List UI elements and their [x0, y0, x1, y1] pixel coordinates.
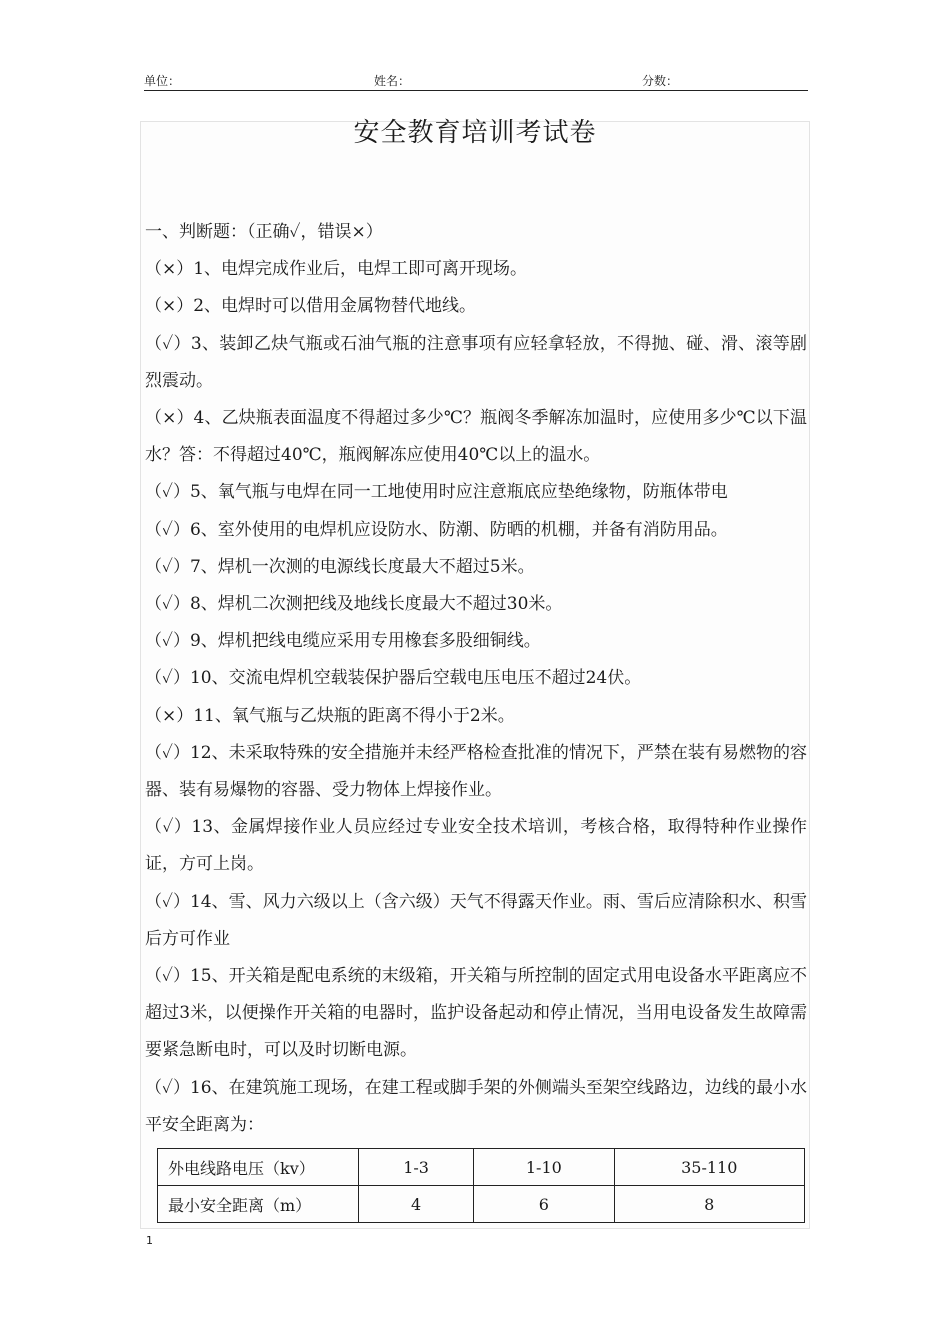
page-number: 1: [146, 1234, 153, 1247]
question-5: （✓）5、氧气瓶与电焊在同一工地使用时应注意瓶底应垫绝缘物，防瓶体带电: [145, 482, 728, 503]
question-2: （×）2、电焊时可以借用金属物替代地线。: [145, 296, 477, 317]
section-heading: 一、判断题：（正确✓，错误×）: [145, 222, 383, 242]
question-6: （✓）6、室外使用的电焊机应设防水、防潮、防晒的机棚，并备有消防用品。: [145, 519, 728, 540]
table-cell: 35-110: [614, 1149, 804, 1186]
table-cell: 6: [474, 1186, 614, 1223]
unit-label: 单位：: [144, 74, 181, 88]
table-row: [158, 1186, 805, 1223]
question-14: （✓）14、雪、风力六级以上（含六级）天气不得露天作业。雨、雪后应清除积水、积雪后方可作业: [145, 891, 807, 949]
question-15: （✓）15、开关箱是配电系统的末级箱，开关箱与所控制的固定式用电设备水平距离应不超过3米，以便操作开关箱的电器时，监护设备起动和停止情况，当用电设备发生故障需要紧急断电时，可以及时切断电源。: [145, 966, 807, 1061]
question-7: （✓）7、焊机一次测的电源线长度最大不超过5米。: [145, 556, 535, 577]
table-cell: 外电线路电压（kv）: [158, 1149, 359, 1186]
question-12: （✓）12、未采取特殊的安全措施并未经严格检查批准的情况下，严禁在装有易燃物的容器、装有易爆物的容器、受力物体上焊接作业。: [145, 742, 807, 801]
question-16: （✓）16、在建筑施工现场，在建工程或脚手架的外侧端头至架空线路边，边线的最小水平安全距离为：: [145, 1077, 807, 1135]
table-cell: 4: [359, 1186, 474, 1223]
page-title: 安全教育培训考试卷: [353, 118, 597, 148]
question-9: （✓）9、焊机把线电缆应采用专用橡套多股细铜线。: [145, 631, 541, 652]
question-1: （×）1、电焊完成作业后，电焊工即可离开现场。: [145, 259, 528, 280]
question-8: （✓）8、焊机二次测把线及地线长度最大不超过30米。: [145, 594, 563, 615]
score-label: 分数：: [642, 74, 679, 88]
table-cell: 1-3: [359, 1149, 474, 1186]
question-list: [145, 214, 807, 1144]
question-10: （✓）10、交流电焊机空载装保护器后空载电压电压不超过24伏。: [145, 668, 642, 689]
question-4: （×）4、乙炔瓶表面温度不得超过多少℃？瓶阀冬季解冻加温时，应使用多少℃以下温水？答：不得超过40℃，瓶阀解冻应使用40℃以上的温水。: [145, 408, 807, 466]
name-label: 姓名：: [374, 74, 411, 88]
table-row: [158, 1149, 805, 1186]
table-cell: 最小安全距离（m）: [158, 1186, 359, 1223]
safety-distance-table: [157, 1148, 805, 1223]
question-13: （✓）13、金属焊接作业人员应经过专业安全技术培训，考核合格，取得特种作业操作证，方可上岗。: [145, 817, 807, 875]
table-cell: 8: [614, 1186, 804, 1223]
question-11: （×）11、氧气瓶与乙炔瓶的距离不得小于2米。: [145, 705, 515, 726]
question-3: （✓）3、装卸乙炔气瓶或石油气瓶的注意事项有应轻拿轻放，不得抛、碰、滑、滚等剧烈震动。: [145, 333, 807, 391]
table-cell: 1-10: [474, 1149, 614, 1186]
header-fields: [144, 70, 808, 91]
